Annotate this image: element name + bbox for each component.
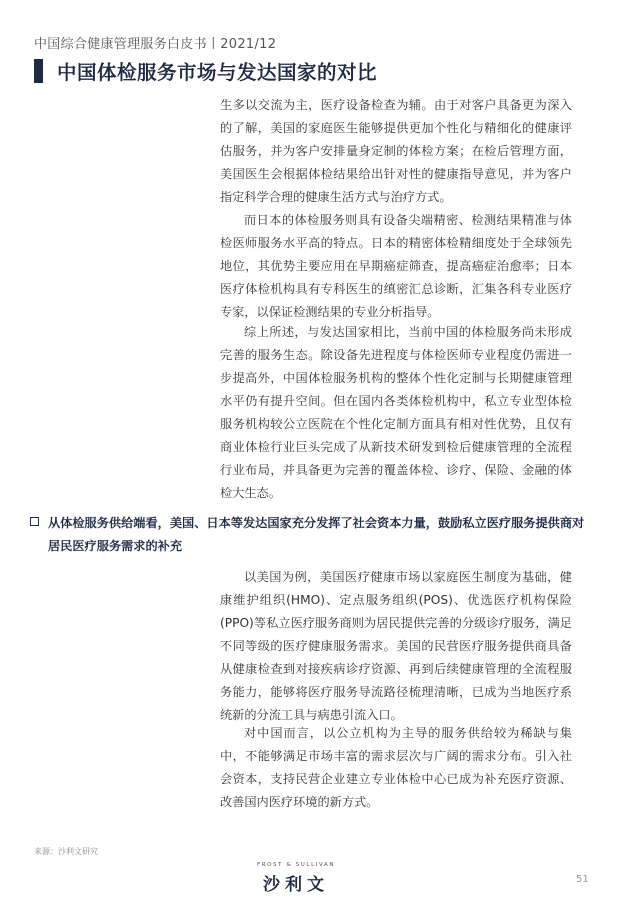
source-note: 来源：沙利文研究 bbox=[34, 847, 98, 856]
section-heading bbox=[34, 58, 377, 84]
section-title: 中国体检服务市场与发达国家的对比 bbox=[57, 61, 378, 84]
bullet-square-icon bbox=[30, 517, 39, 526]
paragraph-us-example: 以美国为例，美国医疗健康市场以家庭医生制度为基础，健康维护组织(HMO)、定点服务组织(POS)、优选医疗机构保险(PPO)等私立医疗服务商则为居民提供完善的分级诊疗服务，满足不同等级的医疗健康服务需求。美国的民营医疗服务提供商具备从健康检查到对接疾病诊疗资源、再到后续健康管理的全流程服务能力，能够将医疗服务导流路径梳理清晰，已成为当地医疗系统新的分流工具与病患引流入口。 bbox=[220, 570, 572, 722]
logo-chinese-text: 沙利文 bbox=[263, 875, 329, 895]
frost-sullivan-logo bbox=[248, 862, 344, 895]
paragraph-china: 对中国而言，以公立机构为主导的服务供给较为稀缺与集中，不能够满足市场丰富的需求层次与广阔的需求分布。引入社会资本，支持民营企业建立专业体检中心已成为补充医疗资源、改善国内医疗环境的新方式。 bbox=[220, 726, 572, 809]
logo-english-text: FROST & SULLIVAN bbox=[256, 862, 336, 868]
paragraph-japan: 而日本的体检服务则具有设备尖端精密、检测结果精准与体检医师服务水平高的特点。日本的精密体检精细度处于全球领先地位，其优势主要应用在早期癌症筛查，提高癌症治愈率；日本医疗体检机构具有专科医生的缜密汇总诊断，汇集各科专业医疗专家，以保证检测结果的专业分析指导。 bbox=[220, 213, 572, 319]
report-header: 中国综合健康管理服务白皮书丨2021/12 bbox=[34, 37, 277, 52]
paragraph-us-doctor: 生多以交流为主，医疗设备检查为辅。由于对客户具备更为深入的了解，美国的家庭医生能够提供更加个性化与精细化的健康评估服务，并为客户安排量身定制的体检方案；在检后管理方面，美国医生会根据体检结果给出针对性的健康指导意见，并为客户指定科学合理的健康生活方式与治疗方式。 bbox=[220, 98, 572, 204]
title-accent-bar bbox=[34, 59, 43, 83]
paragraph-summary: 综上所述，与发达国家相比，当前中国的体检服务尚未形成完善的服务生态。除设备先进程度与体检医师专业程度仍需进一步提高外，中国体检服务机构的整体个性化定制与长期健康管理水平仍有提升空间。但在国内各类体检机构中，私立专业型体检服务机构较公立医院在个性化定制方面具有相对性优势，且仅有商业体检行业巨头完成了从新技术研发到检后健康管理的全流程行业布局，并具备更为完善的覆盖体检、诊疗、保险、金融的体检大生态。 bbox=[220, 325, 572, 500]
bullet-text: 从体检服务供给端看，美国、日本等发达国家充分发挥了社会资本力量，鼓励私立医疗服务提供商对居民医疗服务需求的补充 bbox=[48, 516, 585, 553]
bullet-point bbox=[30, 512, 590, 558]
page-number: 51 bbox=[576, 874, 589, 885]
